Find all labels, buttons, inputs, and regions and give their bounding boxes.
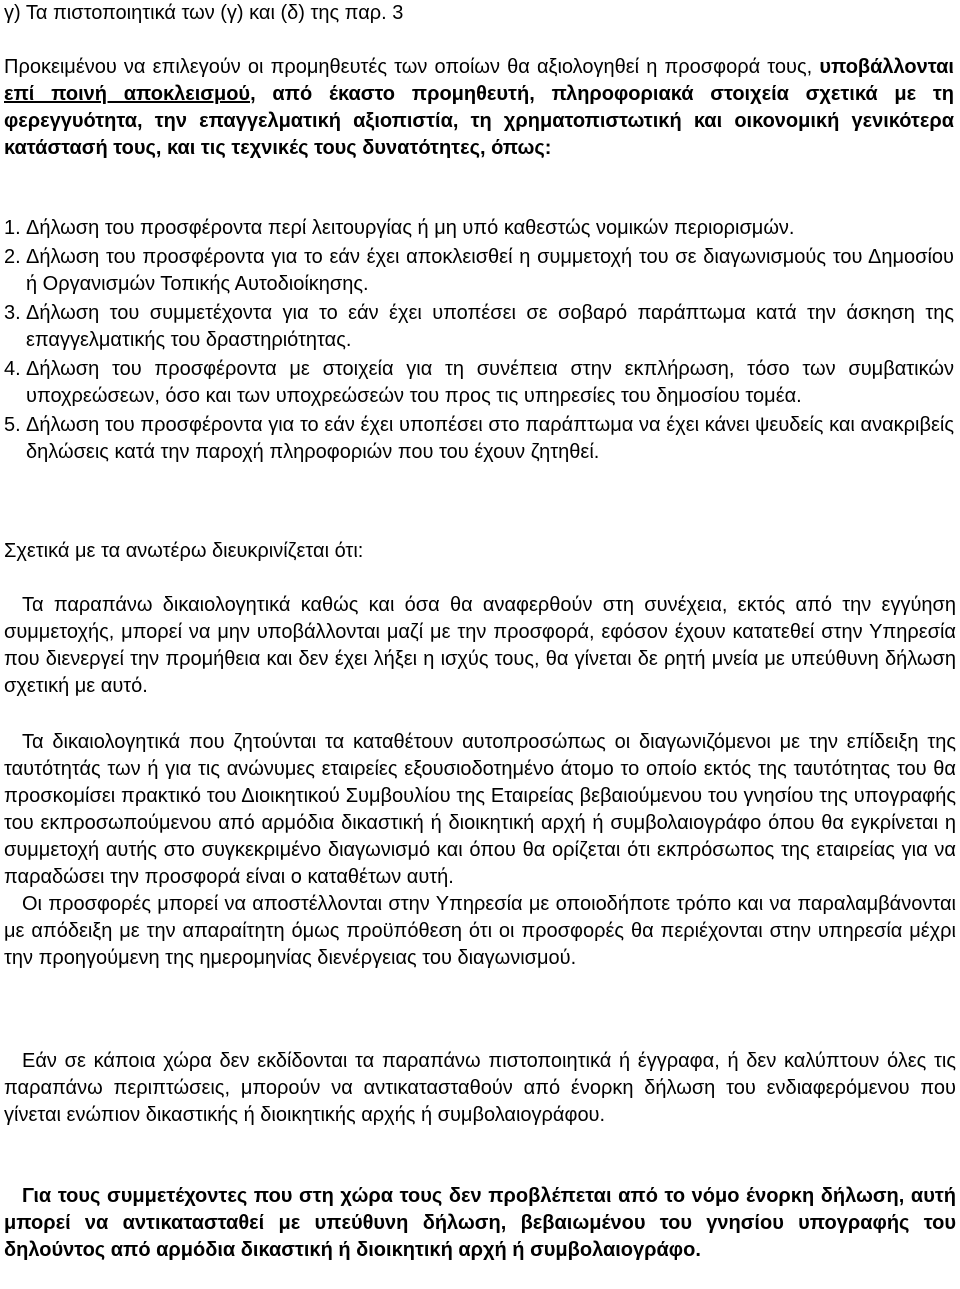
list-item-number: 2. [4,246,21,268]
intro-bold-continuation: από έκαστο προμηθευτή, πληροφοριακά στοιχεία σχετικά με τη φερεγγυότητα, την επαγγελματική αξιοπιστία, τη χρηματοπιστωτική και οικονομική γενικότερα κατάστασή τους, και τις τεχνικές τους δυνατότητες, όπως: [4,83,954,159]
intro-text: Προκειμένου να επιλεγούν οι προμηθευτές των οποίων θα αξιολογηθεί η προσφορά τους, [4,56,820,78]
list-item-text: Δήλωση του προσφέροντα για το εάν έχει αποκλεισθεί η συμμετοχή του σε διαγωνισμούς του Δημοσίου ή Οργανισμών Τοπικής Αυτοδιοίκησης. [26,246,954,295]
intro-bold-underlined-text: επί ποινή αποκλεισμού, [4,83,256,105]
intro-bold-text: υποβάλλονται [819,56,954,78]
list-item-number: 1. [4,217,21,239]
clarification-heading: Σχετικά με τα ανωτέρω διευκρινίζεται ότι: [4,540,364,562]
section-heading: γ) Τα πιστοποιητικά των (γ) και (δ) της παρ. 3 [4,2,404,24]
list-item-text: Δήλωση του προσφέροντα περί λειτουργίας ή μη υπό καθεστώς νομικών περιορισμών. [26,217,795,239]
list-item [4,215,954,242]
list-item [4,244,954,298]
paragraph-submission-in-person: Τα δικαιολογητικά που ζητούνται τα καταθέτουν αυτοπροσώπως οι διαγωνιζόμενοι με την επίδειξη της ταυτότητάς των ή για τις ανώνυμες εταιρείες εξουσιοδοτημένο άτομο το οποίο εκτός της ταυτότητας του θα προσκομίσει πρακτικό του Διοικητικού Συμβουλίου της Εταιρείας βεβαιούμενου του γνησίου της υπογραφής του εκπροσωπούμενου από αρμόδια δικαστική ή διοικητική αρχή ή συμβολαιογράφο όπου θα εγκρίνεται η συμμετοχή αυτής στο συγκεκριμένο διαγωνισμό και όπου θα ορίζεται ότι εκπρόσωπος της εταιρείας για να παραδώσει την προσφορά είναι ο καταθέτων αυτή. [4,731,956,888]
paragraph-responsible-declaration: Για τους συμμετέχοντες που στη χώρα τους δεν προβλέπεται από το νόμο ένορκη δήλωση, αυτή μπορεί να αντικατασταθεί με υπεύθυνη δήλωση, βεβαιωμένου του γνησίου υπογραφής του δηλούντος από αρμόδια δικαστική ή διοικητική αρχή ή συμβολαιογράφο. [4,1185,956,1261]
list-item [4,412,954,466]
paragraph-submission-by-mail: Οι προσφορές μπορεί να αποστέλλονται στην Υπηρεσία με οποιοδήποτε τρόπο και να παραλαμβάνονται με απόδειξη με την απαραίτητη όμως προϋπόθεση ότι οι προσφορές θα περιέχονται στην υπηρεσία μέχρι την προηγούμενη της ημερομηνίας διενέργειας του διαγωνισμού. [4,893,956,969]
list-item-number: 3. [4,302,21,324]
declarations-list [4,215,954,468]
list-item-text: Δήλωση του προσφέροντα για το εάν έχει υποπέσει στο παράπτωμα να έχει κάνει ψευδείς και ανακριβείς δηλώσεις κατά την παροχή πληροφοριών που του έχουν ζητηθεί. [26,414,954,463]
list-item-text: Δήλωση του προσφέροντα με στοιχεία για τη συνέπεια στην εκπλήρωση, τόσο των συμβατικών υποχρεώσεων, όσο και των υποχρεώσεών του προς τις υπηρεσίες του δημοσίου τομέα. [26,358,954,407]
paragraph-block-submission [4,729,956,972]
list-item-number: 5. [4,414,21,436]
paragraph-sworn-declaration: Εάν σε κάποια χώρα δεν εκδίδονται τα παραπάνω πιστοποιητικά ή έγγραφα, ή δεν καλύπτουν όλες τις παραπάνω περιπτώσεις, μπορούν να αντικατασταθούν από ένορκη δήλωση του ενδιαφερόμενου που γίνεται ενώπιον δικαστικής ή διοικητικής αρχής ή συμβολαιογράφου. [4,1050,956,1126]
intro-paragraph [4,54,954,162]
list-item [4,356,954,410]
list-item-number: 4. [4,358,21,380]
list-item [4,300,954,354]
list-item-text: Δήλωση του συμμετέχοντα για το εάν έχει υποπέσει σε σοβαρό παράπτωμα κατά την άσκηση της επαγγελματικής του δραστηριότητας. [26,302,954,351]
paragraph-submission-exemption: Τα παραπάνω δικαιολογητικά καθώς και όσα θα αναφερθούν στη συνέχεια, εκτός από την εγγύηση συμμετοχής, μπορεί να μην υποβάλλονται μαζί με την προσφορά, εφόσον έχουν κατατεθεί στην Υπηρεσία που διενεργεί την προμήθεια και δεν έχει λήξει η ισχύς τους, θα γίνεται δε ρητή μνεία με υπεύθυνη δήλωση σχετική με αυτό. [4,594,956,697]
